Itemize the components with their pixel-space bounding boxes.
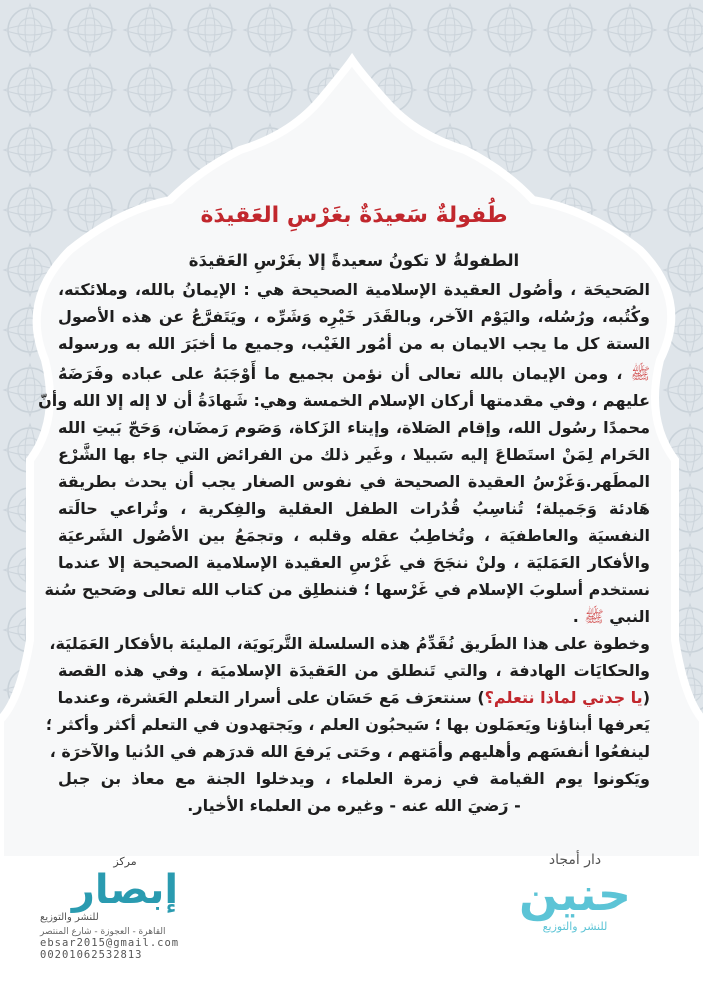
text-span: النبي (603, 607, 650, 626)
text-line: وخطوة على هذا الطَريق نُقَدِّمُ هذه السلسلة التَّربَويَة، المليئة بالأفكار العَمَليَة، (49, 634, 650, 653)
text-line (58, 603, 650, 630)
text-line: لينفعُوا أنفسَهم وأهليهم وأمَتهم ، وحَتى يَرفعَ الله قدرَهم في الدُنيا والآخرَة ، (49, 742, 650, 761)
text-line (58, 684, 650, 711)
text-line: نستخدم أسلوبَ الإسلام في غَرْسها ؛ فننطلِق من كتاب الله تعالى وصَحيح سُنة (44, 580, 650, 599)
text-line: الستة كل ما يجب الايمان به من أمُور الغَيْب، وجميع ما أخبَرَ الله به ورسوله (58, 334, 650, 353)
story-title-highlight: يا جدتي لماذا نتعلم؟ (484, 688, 643, 707)
text-line: ويَكونوا يوم القيامة في زمرة العلماء ، ويدخلوا الجنة مع معاذ بن جبل (58, 769, 650, 788)
text-line: والأفكار العَمَليَة ، ولنْ ننجَحَ في غَرْسِ العقيدة الإسلامية الصحيحة إلا عندما (58, 553, 650, 572)
text-line: عليهم ، وفي مقدمتها أركان الإسلام الخمسة وهي: شَهادَةُ أن لا إله إلا الله وأنّ (38, 391, 650, 410)
text-line: هَادئة وَجَميلة؛ تُناسِبُ قُدُرات الطفل العقلية والفِكرية ، وتُراعي حالَته (58, 499, 650, 518)
text-span: ( (642, 688, 650, 707)
publisher-logo-ebsar (40, 855, 210, 961)
text-line: - رَضيَ الله عنه - وغيره من العلماء الأخيار. (187, 796, 521, 815)
text-line: الحَرام لِمَنْ استَطاعَ إليه سَبيلا ، وغَير ذلك من الفرائض التي جاء بها الشَّرْع (58, 445, 650, 464)
back-cover-text (38, 196, 650, 819)
pbuh-glyph: ﷺ (630, 364, 650, 383)
logo-brand: إبصار (71, 867, 179, 913)
text-span: . (572, 607, 585, 626)
cover-title: طُفولةٌ سَعيدَةٌ بغَرْسِ العَقيدَة (200, 203, 508, 228)
logo-top-text: دار أمجاد (548, 852, 602, 868)
logo-tagline: للنشر والتوزيع (40, 912, 99, 923)
logo-top-text: مركز (113, 855, 137, 868)
pbuh-glyph: ﷺ (584, 607, 604, 626)
logo-tagline: للنشر والتوزيع (542, 920, 608, 933)
text-line: المطَهر.وَغَرْسُ العقيدة الصحيحة في نفوس الصغار يجب أن يحدث بطريقة (58, 472, 650, 491)
publisher-phone: 00201062532813 (40, 949, 143, 961)
publisher-address: القاهرة - العجوزة - شارع المنتصر (40, 927, 166, 937)
text-line: وكُتُبه، ورُسُله، واليَوْم الآخر، وبالقَدَر خَيْرِه وَشَرِّه ، ويَتَفرَّعُ عن هذه الأصول (58, 307, 650, 326)
publisher-logo-hanin (500, 852, 650, 933)
text-line (58, 360, 650, 387)
text-line: النفسيَة والعاطفيَة ، وتُخاطِبُ عقله وقلبه ، وتجمَعُ بين الأصُول الشَرعيَة (58, 526, 650, 545)
text-line: الصَحيحَة ، وأصُول العقيدة الإسلامية الصحيحة هي : الإيمانُ بالله، وملائكته، (58, 280, 650, 299)
text-span: ، ومن الإيمان بالله تعالى أن نؤمن بجميع ما أَوْجَبَهُ على عباده وفَرَضَهُ (58, 364, 631, 383)
publisher-email: ebsar2015@gmail.com (40, 937, 180, 949)
text-line: والحكايَات الهادفة ، والتي تَنطلق من العَقيدَة الإسلاميَة ، وفي هذه القصة (58, 661, 650, 680)
logo-brand: حنين (518, 867, 632, 921)
text-line: يَعرفها أبناؤنا ويَعمَلون بها ؛ سَيحبُون العلم ، ويَجتهدون في التعلم أكثر وأكثر ؛ (45, 715, 650, 734)
text-line: محمدًا رسُول الله، وإقام الصَلاة، وإيتاء الزَكاة، وَصَوم رَمضَان، وَحَجّ بَيتِ الله (58, 418, 650, 437)
text-span: ) سنتعرَف مَع حَسَان على أسرار التعلم العَشرة، وعندما (57, 688, 485, 707)
cover-subtitle: الطفولةُ لا تكونُ سعيدةً إلا بغَرْسِ العَقيدَة (188, 251, 520, 270)
